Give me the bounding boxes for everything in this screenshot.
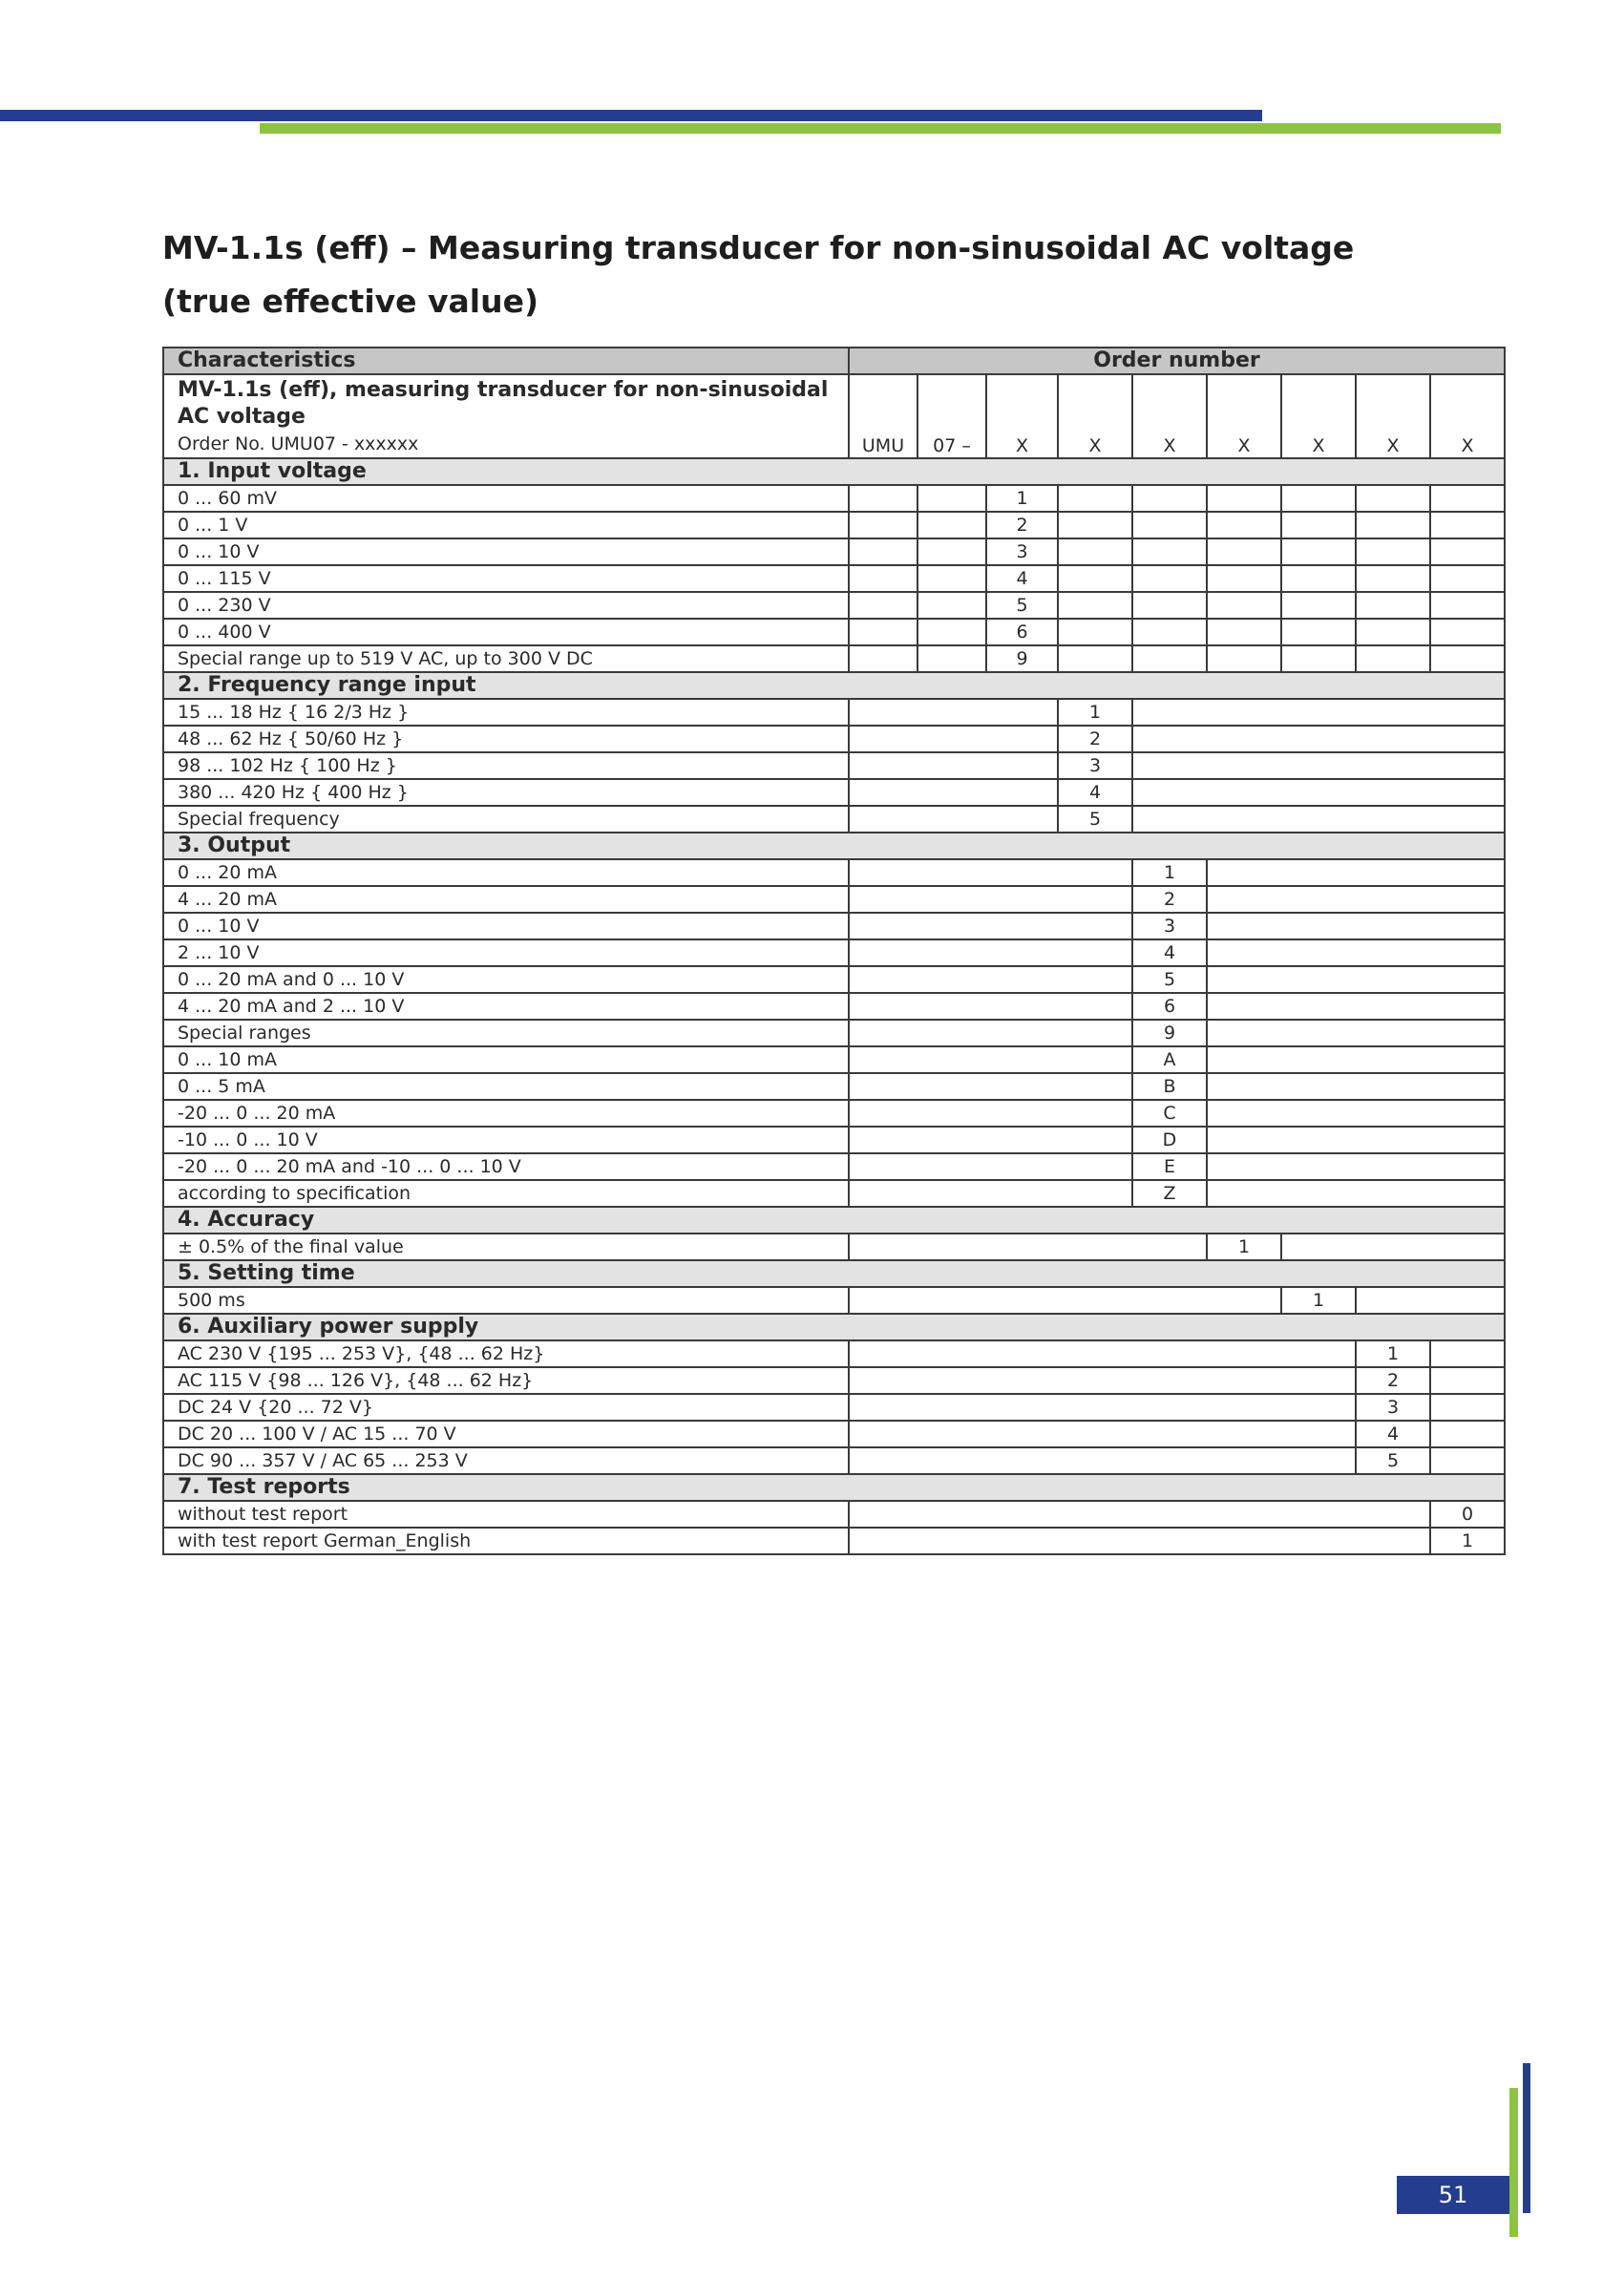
page-number: 51 [1397, 2176, 1509, 2214]
empty-cell [849, 645, 917, 672]
empty-cell [1281, 485, 1356, 512]
characteristic-label: 0 ... 60 mV [163, 485, 849, 512]
empty-cell [849, 1287, 1281, 1314]
empty-cell [1207, 565, 1281, 592]
header-characteristics: Characteristics [163, 348, 849, 374]
characteristic-label: DC 90 ... 357 V / AC 65 ... 253 V [163, 1447, 849, 1474]
empty-cell [1207, 538, 1281, 565]
table-row [163, 699, 1505, 726]
order-code-col: X [1281, 374, 1356, 458]
section-header-row [163, 1314, 1505, 1340]
empty-cell [1207, 1100, 1505, 1127]
empty-cell [1281, 512, 1356, 538]
empty-cell [1430, 512, 1505, 538]
table-row [163, 565, 1505, 592]
section-header-row [163, 1474, 1505, 1501]
table-row [163, 619, 1505, 645]
order-code-col: X [1356, 374, 1430, 458]
code-cell: 5 [1132, 966, 1207, 993]
code-cell: 4 [1058, 779, 1132, 806]
code-cell: 2 [1356, 1367, 1430, 1394]
empty-cell [1281, 538, 1356, 565]
characteristic-label: according to specification [163, 1180, 849, 1207]
empty-cell [1430, 1447, 1505, 1474]
empty-cell [849, 1447, 1356, 1474]
characteristic-label: 15 ... 18 Hz { 16 2/3 Hz } [163, 699, 849, 726]
empty-cell [1430, 619, 1505, 645]
code-cell: 5 [1058, 806, 1132, 833]
footer-bar-green [1509, 2088, 1518, 2237]
code-cell: D [1132, 1127, 1207, 1153]
characteristic-label: DC 20 ... 100 V / AC 15 ... 70 V [163, 1421, 849, 1447]
header-order-number: Order number [849, 348, 1505, 374]
code-cell: 2 [986, 512, 1058, 538]
characteristic-label: 500 ms [163, 1287, 849, 1314]
table-row [163, 966, 1505, 993]
code-cell: 1 [1132, 859, 1207, 886]
empty-cell [1058, 645, 1132, 672]
table-body [163, 348, 1505, 1554]
empty-cell [1058, 485, 1132, 512]
code-cell: Z [1132, 1180, 1207, 1207]
table-row [163, 726, 1505, 752]
product-cell [163, 374, 849, 458]
empty-cell [917, 485, 986, 512]
table-row [163, 886, 1505, 913]
empty-cell [1207, 1046, 1505, 1073]
table-row [163, 752, 1505, 779]
empty-cell [1058, 565, 1132, 592]
table-row [163, 1367, 1505, 1394]
empty-cell [1207, 966, 1505, 993]
empty-cell [1430, 592, 1505, 619]
empty-cell [1356, 538, 1430, 565]
empty-cell [849, 1421, 1356, 1447]
empty-cell [849, 1100, 1132, 1127]
table-row [163, 485, 1505, 512]
empty-cell [849, 939, 1132, 966]
empty-cell [849, 1127, 1132, 1153]
empty-cell [917, 619, 986, 645]
table-row [163, 512, 1505, 538]
empty-cell [1058, 512, 1132, 538]
empty-cell [1132, 726, 1505, 752]
code-cell: 1 [986, 485, 1058, 512]
empty-cell [1281, 645, 1356, 672]
characteristic-label: with test report German_English [163, 1528, 849, 1554]
empty-cell [1207, 1127, 1505, 1153]
characteristic-label: 0 ... 230 V [163, 592, 849, 619]
code-cell: 3 [1356, 1394, 1430, 1421]
table-row [163, 1447, 1505, 1474]
empty-cell [1430, 485, 1505, 512]
empty-cell [849, 1020, 1132, 1046]
characteristic-label: 0 ... 400 V [163, 619, 849, 645]
table-row [163, 1153, 1505, 1180]
empty-cell [1356, 619, 1430, 645]
characteristic-label: DC 24 V {20 ... 72 V} [163, 1394, 849, 1421]
empty-cell [1281, 592, 1356, 619]
code-cell: 6 [1132, 993, 1207, 1020]
code-cell: 5 [1356, 1447, 1430, 1474]
code-cell: 4 [1132, 939, 1207, 966]
empty-cell [1207, 939, 1505, 966]
empty-cell [849, 1073, 1132, 1100]
code-cell: 1 [1430, 1528, 1505, 1554]
table-row [163, 993, 1505, 1020]
characteristic-label: 380 ... 420 Hz { 400 Hz } [163, 779, 849, 806]
section-header-row [163, 672, 1505, 699]
empty-cell [849, 1153, 1132, 1180]
table-row [163, 939, 1505, 966]
empty-cell [1356, 485, 1430, 512]
empty-cell [1281, 565, 1356, 592]
empty-cell [1356, 512, 1430, 538]
code-cell: 1 [1058, 699, 1132, 726]
order-code-col: X [1132, 374, 1207, 458]
code-cell: 9 [1132, 1020, 1207, 1046]
empty-cell [849, 966, 1132, 993]
order-code-col: X [1207, 374, 1281, 458]
code-cell: C [1132, 1100, 1207, 1127]
characteristic-label: Special frequency [163, 806, 849, 833]
code-cell: 4 [1356, 1421, 1430, 1447]
section-title: 4. Accuracy [163, 1207, 1505, 1234]
code-cell: B [1132, 1073, 1207, 1100]
empty-cell [1430, 565, 1505, 592]
table-row [163, 1073, 1505, 1100]
table-row [163, 538, 1505, 565]
product-order-no: Order No. UMU07 - xxxxxx [178, 433, 419, 454]
empty-cell [917, 592, 986, 619]
empty-cell [1207, 1180, 1505, 1207]
characteristic-label: ± 0.5% of the final value [163, 1234, 849, 1260]
empty-cell [849, 886, 1132, 913]
empty-cell [849, 726, 1058, 752]
characteristic-label: 0 ... 5 mA [163, 1073, 849, 1100]
code-cell: 5 [986, 592, 1058, 619]
product-name: MV-1.1s (eff), measuring transducer for non-sinusoidal AC voltage [178, 378, 829, 429]
empty-cell [1058, 538, 1132, 565]
characteristic-label: 48 ... 62 Hz { 50/60 Hz } [163, 726, 849, 752]
empty-cell [1281, 1234, 1505, 1260]
characteristic-label: Special ranges [163, 1020, 849, 1046]
characteristic-label: 0 ... 10 mA [163, 1046, 849, 1073]
empty-cell [1132, 645, 1207, 672]
order-code-col: 07 – [917, 374, 986, 458]
empty-cell [1430, 538, 1505, 565]
empty-cell [1207, 619, 1281, 645]
code-cell: 3 [1132, 913, 1207, 939]
code-cell: 2 [1058, 726, 1132, 752]
empty-cell [1132, 752, 1505, 779]
characteristic-label: 0 ... 10 V [163, 913, 849, 939]
section-title: 7. Test reports [163, 1474, 1505, 1501]
table-row [163, 1528, 1505, 1554]
order-code-col: UMU [849, 374, 917, 458]
characteristic-label: -10 ... 0 ... 10 V [163, 1127, 849, 1153]
empty-cell [1430, 1394, 1505, 1421]
code-cell: 1 [1207, 1234, 1281, 1260]
code-cell: 1 [1281, 1287, 1356, 1314]
empty-cell [1207, 913, 1505, 939]
empty-cell [1430, 1421, 1505, 1447]
title-line-2: (true effective value) [162, 283, 539, 320]
header-bar-green [260, 123, 1501, 134]
table-row [163, 859, 1505, 886]
characteristic-label: 0 ... 1 V [163, 512, 849, 538]
empty-cell [1430, 1367, 1505, 1394]
empty-cell [1132, 512, 1207, 538]
table-row [163, 1394, 1505, 1421]
order-code-col: X [1058, 374, 1132, 458]
order-number-table [162, 347, 1506, 1555]
empty-cell [1132, 565, 1207, 592]
code-cell: 4 [986, 565, 1058, 592]
section-title: 3. Output [163, 833, 1505, 859]
code-cell: A [1132, 1046, 1207, 1073]
empty-cell [1430, 645, 1505, 672]
empty-cell [1132, 779, 1505, 806]
empty-cell [1207, 485, 1281, 512]
empty-cell [1207, 512, 1281, 538]
table-row [163, 1046, 1505, 1073]
characteristic-label: AC 115 V {98 ... 126 V}, {48 ... 62 Hz} [163, 1367, 849, 1394]
section-title: 1. Input voltage [163, 458, 1505, 485]
empty-cell [1132, 538, 1207, 565]
empty-cell [849, 752, 1058, 779]
empty-cell [849, 1046, 1132, 1073]
empty-cell [849, 565, 917, 592]
empty-cell [1207, 1073, 1505, 1100]
empty-cell [1132, 485, 1207, 512]
code-cell: 3 [1058, 752, 1132, 779]
empty-cell [849, 619, 917, 645]
header-row [163, 348, 1505, 374]
empty-cell [1132, 806, 1505, 833]
characteristic-label: 0 ... 10 V [163, 538, 849, 565]
characteristic-label: 4 ... 20 mA and 2 ... 10 V [163, 993, 849, 1020]
code-cell: 3 [986, 538, 1058, 565]
empty-cell [849, 485, 917, 512]
empty-cell [1356, 565, 1430, 592]
empty-cell [1356, 645, 1430, 672]
code-cell: 0 [1430, 1501, 1505, 1528]
characteristic-label: -20 ... 0 ... 20 mA and -10 ... 0 ... 10 V [163, 1153, 849, 1180]
empty-cell [917, 538, 986, 565]
empty-cell [849, 538, 917, 565]
empty-cell [1356, 592, 1430, 619]
footer-bar-blue [1523, 2063, 1530, 2213]
empty-cell [1356, 1287, 1505, 1314]
code-cell: E [1132, 1153, 1207, 1180]
table-row [163, 645, 1505, 672]
section-header-row [163, 833, 1505, 859]
empty-cell [849, 1367, 1356, 1394]
empty-cell [917, 512, 986, 538]
table-row [163, 806, 1505, 833]
empty-cell [849, 993, 1132, 1020]
empty-cell [849, 859, 1132, 886]
order-code-col: X [986, 374, 1058, 458]
empty-cell [1430, 1340, 1505, 1367]
section-title: 2. Frequency range input [163, 672, 1505, 699]
code-cell: 1 [1356, 1340, 1430, 1367]
empty-cell [1132, 592, 1207, 619]
characteristic-label: -20 ... 0 ... 20 mA [163, 1100, 849, 1127]
empty-cell [849, 913, 1132, 939]
section-title: 6. Auxiliary power supply [163, 1314, 1505, 1340]
empty-cell [849, 1528, 1430, 1554]
table-row [163, 592, 1505, 619]
table-row [163, 1234, 1505, 1260]
table-row [163, 1127, 1505, 1153]
empty-cell [1058, 619, 1132, 645]
code-cell: 9 [986, 645, 1058, 672]
table-row [163, 1287, 1505, 1314]
empty-cell [1281, 619, 1356, 645]
empty-cell [1207, 1020, 1505, 1046]
characteristic-label: without test report [163, 1501, 849, 1528]
empty-cell [849, 1501, 1430, 1528]
section-header-row [163, 1260, 1505, 1287]
product-row [163, 374, 1505, 458]
empty-cell [917, 565, 986, 592]
characteristic-label: 2 ... 10 V [163, 939, 849, 966]
empty-cell [1207, 993, 1505, 1020]
table-row [163, 1421, 1505, 1447]
empty-cell [849, 1234, 1207, 1260]
empty-cell [849, 592, 917, 619]
empty-cell [1058, 592, 1132, 619]
characteristic-label: 0 ... 20 mA and 0 ... 10 V [163, 966, 849, 993]
empty-cell [849, 512, 917, 538]
characteristic-label: AC 230 V {195 ... 253 V}, {48 ... 62 Hz} [163, 1340, 849, 1367]
empty-cell [1207, 859, 1505, 886]
characteristic-label: 0 ... 115 V [163, 565, 849, 592]
empty-cell [849, 779, 1058, 806]
section-header-row [163, 458, 1505, 485]
table-row [163, 1100, 1505, 1127]
empty-cell [1132, 699, 1505, 726]
section-title: 5. Setting time [163, 1260, 1505, 1287]
empty-cell [917, 645, 986, 672]
code-cell: 6 [986, 619, 1058, 645]
order-code-col: X [1430, 374, 1505, 458]
table-row [163, 1020, 1505, 1046]
empty-cell [849, 1340, 1356, 1367]
empty-cell [1207, 1153, 1505, 1180]
table-row [163, 913, 1505, 939]
empty-cell [849, 1180, 1132, 1207]
section-header-row [163, 1207, 1505, 1234]
table-row [163, 1501, 1505, 1528]
page-title [162, 221, 1354, 328]
empty-cell [849, 806, 1058, 833]
characteristic-label: 0 ... 20 mA [163, 859, 849, 886]
characteristic-label: 4 ... 20 mA [163, 886, 849, 913]
title-line-1: MV-1.1s (eff) – Measuring transducer for non-sinusoidal AC voltage [162, 229, 1355, 266]
characteristic-label: 98 ... 102 Hz { 100 Hz } [163, 752, 849, 779]
empty-cell [849, 699, 1058, 726]
empty-cell [1207, 645, 1281, 672]
empty-cell [1207, 592, 1281, 619]
empty-cell [849, 1394, 1356, 1421]
empty-cell [1132, 619, 1207, 645]
header-bar-blue [0, 110, 1262, 121]
characteristic-label: Special range up to 519 V AC, up to 300 V DC [163, 645, 849, 672]
empty-cell [1207, 886, 1505, 913]
code-cell: 2 [1132, 886, 1207, 913]
table-row [163, 779, 1505, 806]
table-row [163, 1180, 1505, 1207]
table-row [163, 1340, 1505, 1367]
